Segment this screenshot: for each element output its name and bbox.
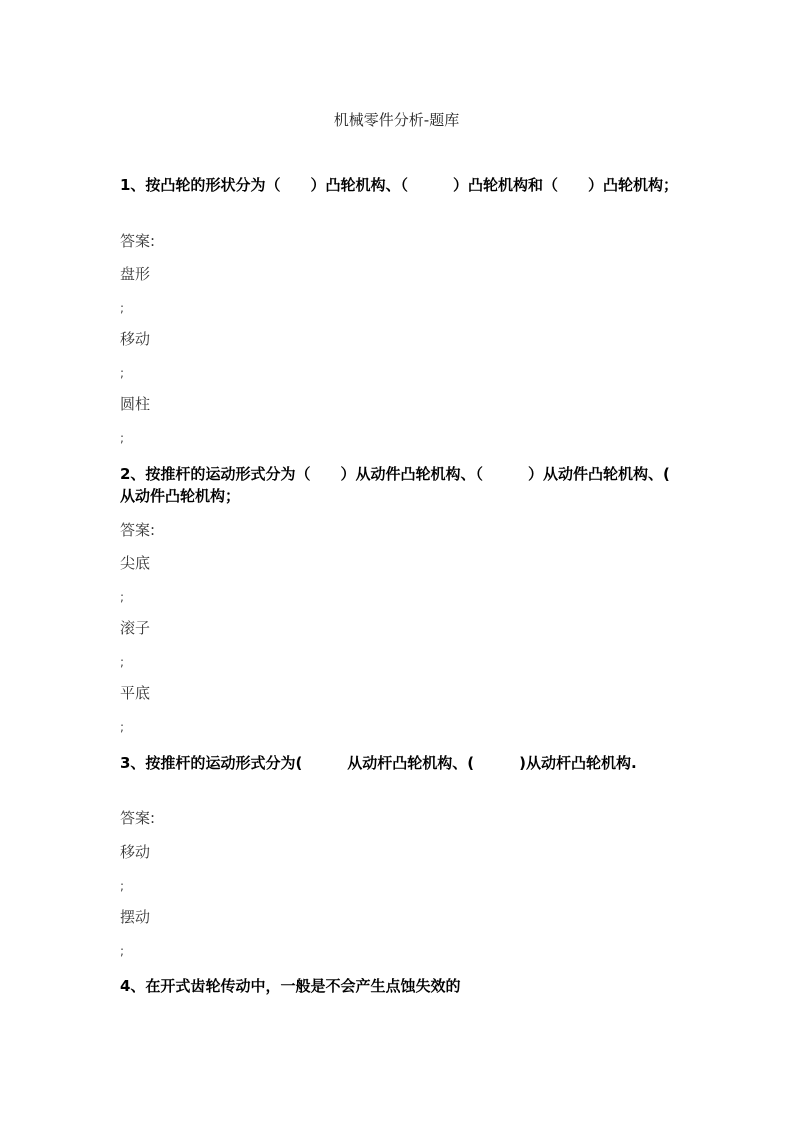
answer-1-3: 圆柱: [120, 395, 151, 413]
answer-1-2: 移动: [120, 330, 151, 348]
answer-1-1: 盘形: [120, 265, 151, 283]
separator: ;: [120, 366, 125, 380]
question-2: 2、按推杆的运动形式分为（ ）从动件凸轮机构、（ ）从动件凸轮机构、( 从动件凸轮机构；: [120, 465, 715, 505]
answer-2-2: 滚子: [120, 619, 151, 637]
separator: ;: [120, 590, 125, 604]
separator: ;: [120, 301, 125, 315]
separator: ;: [120, 720, 125, 734]
answer-label-3: 答案:: [120, 809, 156, 827]
answer-label-1: 答案:: [120, 232, 156, 250]
question-1: 1、按凸轮的形状分为（ ）凸轮机构、（ ）凸轮机构和（ ）凸轮机构；: [120, 176, 678, 194]
question-3: 3、按推杆的运动形式分为( 从动杆凸轮机构、( )从动杆凸轮机构.: [120, 754, 637, 772]
document-title: 机械零件分析-题库: [333, 111, 460, 129]
question-4: 4、在开式齿轮传动中，一般是不会产生点蚀失效的: [120, 977, 461, 995]
answer-label-2: 答案:: [120, 521, 156, 539]
answer-2-1: 尖底: [120, 554, 151, 572]
separator: ;: [120, 879, 125, 893]
answer-3-1: 移动: [120, 843, 151, 861]
separator: ;: [120, 655, 125, 669]
answer-3-2: 摆动: [120, 908, 151, 926]
answer-2-3: 平底: [120, 684, 151, 702]
separator: ;: [120, 944, 125, 958]
separator: ;: [120, 431, 125, 445]
